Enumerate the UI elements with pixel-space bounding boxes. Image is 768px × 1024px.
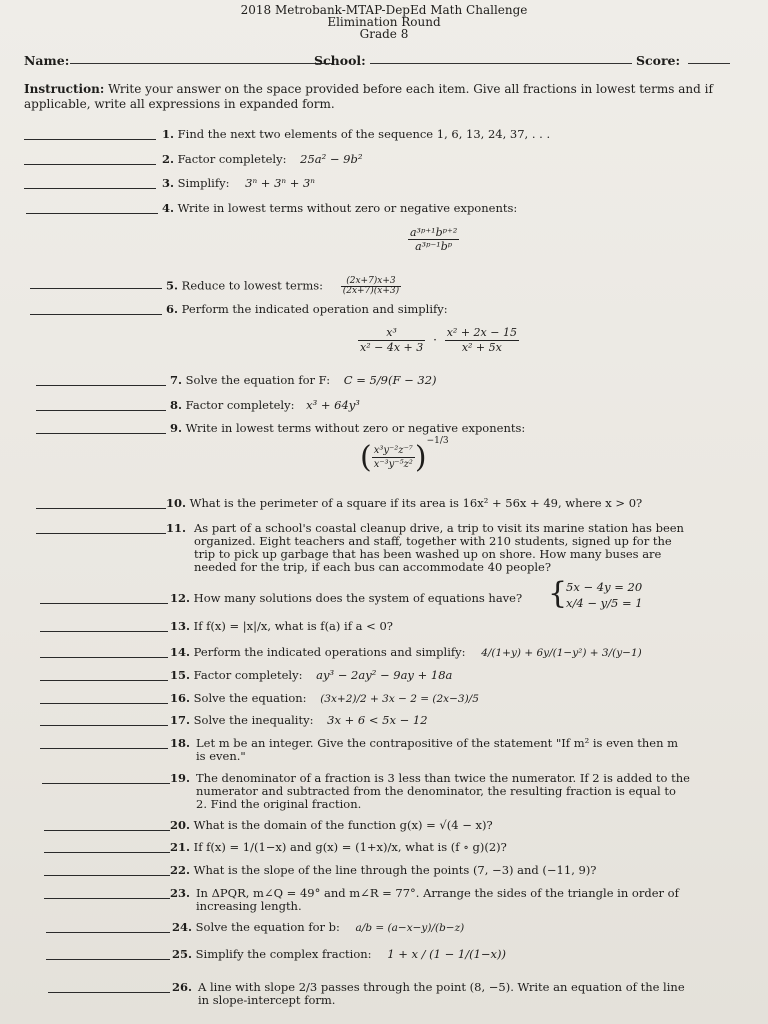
answer-blank-24[interactable] xyxy=(46,932,170,933)
answer-blank-8[interactable] xyxy=(36,410,166,411)
answer-blank-25[interactable] xyxy=(46,959,170,960)
item-number: 8. xyxy=(170,398,183,412)
answer-blank-17[interactable] xyxy=(40,725,168,726)
answer-blank-13[interactable] xyxy=(40,631,168,632)
score-label: Score: xyxy=(636,53,681,68)
item-text: How many solutions does the system of equations have? xyxy=(193,591,523,605)
fraction-denominator: (2x+7)(x+3) xyxy=(342,286,400,296)
multiply-sign: · xyxy=(433,333,437,347)
answer-blank-14[interactable] xyxy=(40,657,168,658)
answer-blank-19[interactable] xyxy=(42,783,170,784)
instruction-text: Write your answer on the space provided before each item. Give all fractions in lowest terms and if applicable, write all expressions in expanded form. xyxy=(24,82,713,111)
contest-title: 2018 Metrobank-MTAP-DepEd Math Challenge xyxy=(240,3,528,17)
item-15 xyxy=(170,669,452,682)
item-1 xyxy=(162,128,550,141)
item-3 xyxy=(162,177,315,190)
item-math: 1 + x / (1 − 1/(1−x)) xyxy=(387,947,506,961)
fraction-numerator: x³ xyxy=(358,326,425,341)
answer-blank-20[interactable] xyxy=(44,830,170,831)
item-number: 11. xyxy=(166,521,187,535)
answer-blank-18[interactable] xyxy=(40,748,168,749)
system-equation-2: x/4 − y/5 = 1 xyxy=(566,596,643,610)
item-9-expression: ( $\frac{\text{x³y⁻²z⁻⁷}}{\text{x⁻³y⁻⁵z²}}$ )$^{-1/3}$ xyxy=(360,436,449,475)
answer-blank-7[interactable] xyxy=(36,385,166,386)
item-number: 12. xyxy=(170,591,191,605)
item-text: Find the next two elements of the sequence 1, 6, 13, 24, 37, . . . xyxy=(177,127,551,141)
item-text: Write in lowest terms without zero or negative exponents: xyxy=(185,421,526,435)
item-number: 3. xyxy=(162,176,175,190)
item-text: What is the perimeter of a square if its area is 16x² + 56x + 49, where x > 0? xyxy=(189,496,643,510)
answer-blank-16[interactable] xyxy=(40,703,168,704)
school-field[interactable] xyxy=(370,53,632,64)
item-text: Write in lowest terms without zero or negative exponents: xyxy=(177,201,518,215)
item-number: 6. xyxy=(166,302,179,316)
fraction-denominator: a³ᵖ⁻¹bᵖ xyxy=(415,240,453,253)
item-text: Let m be an integer. Give the contrapositive of the statement "If m² is even then m is even." xyxy=(196,736,679,763)
item-number: 20. xyxy=(170,818,191,832)
school-label: School: xyxy=(314,53,366,68)
item-14 xyxy=(170,646,642,660)
item-text: Solve the equation: xyxy=(193,691,307,705)
item-math: a/b = (a−x−y)/(b−z) xyxy=(355,922,465,934)
item-19 xyxy=(170,772,690,811)
item-text: Solve the inequality: xyxy=(193,713,314,727)
item-number: 10. xyxy=(166,496,187,510)
item-number: 22. xyxy=(170,863,191,877)
item-number: 19. xyxy=(170,771,191,785)
item-number: 18. xyxy=(170,736,191,750)
fraction-numerator: x² + 2x − 15 xyxy=(446,326,517,339)
fraction-denominator: x² + 5x xyxy=(461,341,502,354)
item-20 xyxy=(170,819,493,832)
item-math: (3x+2)/2 + 3x − 2 = (2x−3)/5 xyxy=(320,693,479,705)
instructions xyxy=(24,82,714,112)
item-number: 23. xyxy=(170,886,191,900)
item-11 xyxy=(166,522,694,574)
item-number: 5. xyxy=(166,278,179,293)
fraction-denominator: x² − 4x + 3 xyxy=(360,341,424,354)
item-math: ay³ − 2ay² − 9ay + 18a xyxy=(316,668,453,682)
item-16 xyxy=(170,692,479,706)
item-24 xyxy=(172,921,464,935)
item-text: Simplify the complex fraction: xyxy=(195,947,372,961)
answer-blank-15[interactable] xyxy=(40,680,168,681)
item-text: Solve the equation for F: xyxy=(185,373,331,387)
item-number: 4. xyxy=(162,201,175,215)
item-12 xyxy=(170,592,522,605)
item-number: 9. xyxy=(170,421,183,435)
answer-blank-23[interactable] xyxy=(44,898,170,899)
item-number: 1. xyxy=(162,127,175,141)
answer-blank-12[interactable] xyxy=(40,603,168,604)
item-number: 16. xyxy=(170,691,191,705)
answer-blank-10[interactable] xyxy=(36,508,166,509)
item-number: 13. xyxy=(170,619,191,633)
item-text: If f(x) = 1/(1−x) and g(x) = (1+x)/x, what is (f ∘ g)(2)? xyxy=(193,840,507,854)
item-math: 3ⁿ + 3ⁿ + 3ⁿ xyxy=(245,176,315,190)
item-math: 25a² − 9b² xyxy=(300,152,363,166)
item-13 xyxy=(170,620,393,633)
item-math: 4/(1+y) + 6y/(1−y²) + 3/(y−1) xyxy=(481,647,642,659)
item-6 xyxy=(166,303,448,316)
item-2 xyxy=(162,153,362,166)
item-17 xyxy=(170,714,428,727)
system-equation-1: 5x − 4y = 20 xyxy=(566,580,643,594)
name-field[interactable] xyxy=(70,53,332,64)
name-label: Name: xyxy=(24,53,70,68)
item-text: Solve the equation for b: xyxy=(195,920,340,934)
item-text: In ΔPQR, m∠Q = 49° and m∠R = 77°. Arrange the sides of the triangle in order of increasing length. xyxy=(196,886,679,913)
item-number: 24. xyxy=(172,920,193,934)
item-text: Reduce to lowest terms: xyxy=(181,278,324,293)
item-math: 3x + 6 < 5x − 12 xyxy=(327,713,428,727)
item-text: What is the domain of the function g(x) = √(4 − x)? xyxy=(193,818,493,832)
item-math: C = 5/9(F − 32) xyxy=(343,373,437,387)
answer-blank-3[interactable] xyxy=(24,188,156,189)
answer-blank-22[interactable] xyxy=(44,875,170,876)
round-title: Elimination Round xyxy=(327,15,441,29)
item-22 xyxy=(170,864,596,877)
item-9 xyxy=(170,422,525,435)
outer-exponent: −1/3 xyxy=(426,436,449,446)
item-4-expression xyxy=(408,226,459,253)
item-text: Perform the indicated operations and simplify: xyxy=(193,645,466,659)
fraction-numerator: a³ᵖ⁺¹bᵖ⁺² xyxy=(410,226,458,239)
item-number: 26. xyxy=(172,980,193,994)
answer-blank-5[interactable] xyxy=(30,288,162,289)
answer-blank-4[interactable] xyxy=(26,213,158,214)
item-number: 14. xyxy=(170,645,191,659)
instruction-label: Instruction: xyxy=(24,82,105,96)
system-brace: { xyxy=(548,576,568,611)
answer-blank-2[interactable] xyxy=(24,164,156,165)
item-25 xyxy=(172,948,506,961)
item-6-expression xyxy=(358,326,519,355)
item-text: Simplify: xyxy=(177,176,230,190)
answer-blank-1[interactable] xyxy=(24,139,156,140)
item-4 xyxy=(162,202,517,215)
item-text: Perform the indicated operation and simplify: xyxy=(181,302,448,316)
item-26 xyxy=(172,981,692,1007)
item-text: Factor completely: xyxy=(185,398,295,412)
answer-blank-9[interactable] xyxy=(36,433,166,434)
answer-blank-6[interactable] xyxy=(30,314,162,315)
item-5 xyxy=(166,277,401,296)
item-10 xyxy=(166,497,642,510)
item-text: The denominator of a fraction is 3 less than twice the numerator. If 2 is added to the numerator and subtracted from the denominator, the resulting fraction is equal to 2. Find the original fraction. xyxy=(196,771,690,811)
item-number: 17. xyxy=(170,713,191,727)
item-text: What is the slope of the line through the points (7, −3) and (−11, 9)? xyxy=(193,863,597,877)
item-number: 25. xyxy=(172,947,193,961)
answer-blank-21[interactable] xyxy=(44,852,170,853)
answer-blank-11[interactable] xyxy=(36,533,166,534)
grade-title: Grade 8 xyxy=(359,27,409,41)
item-21 xyxy=(170,841,507,854)
answer-blank-26[interactable] xyxy=(48,992,170,993)
item-7 xyxy=(170,374,437,387)
item-number: 2. xyxy=(162,152,175,166)
item-18 xyxy=(170,737,690,763)
fraction-numerator: x³y⁻²z⁻⁷ xyxy=(373,445,413,456)
fraction-numerator: (2x+7)x+3 xyxy=(341,277,401,287)
item-text: As part of a school's coastal cleanup drive, a trip to visit its marine station has been organized. Eight teachers and staff, together with 210 students, signed up for the trip to pick up garbage that has been washed up on shore. How many buses are needed for the trip, if each bus can accommodate 40 people? xyxy=(194,521,684,574)
fraction-denominator: x⁻³y⁻⁵z² xyxy=(373,459,413,470)
item-number: 21. xyxy=(170,840,191,854)
item-23 xyxy=(170,887,690,913)
item-number: 15. xyxy=(170,668,191,682)
item-math: x³ + 64y³ xyxy=(306,398,360,412)
item-text: A line with slope 2/3 passes through the point (8, −5). Write an equation of the line in slope-intercept form. xyxy=(198,980,685,1007)
item-text: Factor completely: xyxy=(193,668,303,682)
item-text: If f(x) = |x|/x, what is f(a) if a < 0? xyxy=(193,619,393,633)
item-text: Factor completely: xyxy=(177,152,287,166)
item-8 xyxy=(170,399,360,412)
item-number: 7. xyxy=(170,373,183,387)
score-field[interactable] xyxy=(688,53,730,64)
